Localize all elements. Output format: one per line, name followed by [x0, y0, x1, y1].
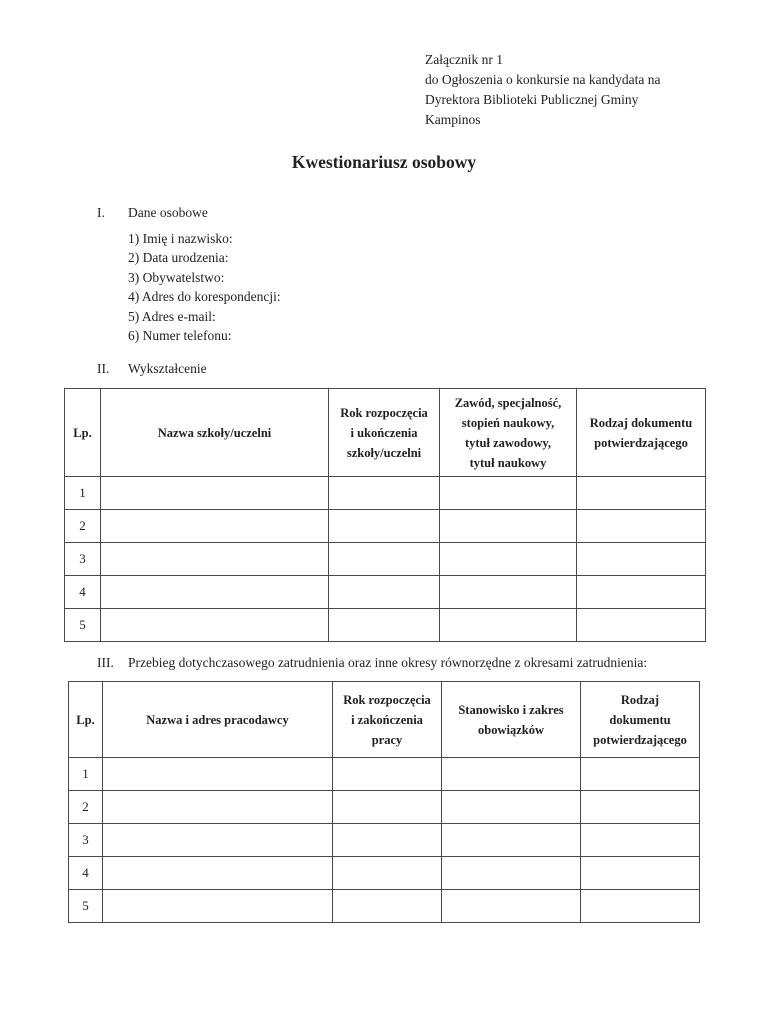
table-row — [65, 543, 706, 576]
header-line: Rodzaj dokumentu — [589, 415, 693, 430]
header-line: pracy — [371, 732, 403, 747]
section-number: II. — [97, 361, 110, 376]
empty-cell[interactable] — [101, 609, 329, 642]
empty-cell[interactable] — [101, 510, 329, 543]
education-table — [64, 388, 706, 642]
empty-cell[interactable] — [442, 791, 581, 824]
row-number: 1 — [69, 758, 103, 791]
row-number: 3 — [69, 824, 103, 857]
row-number: 1 — [65, 477, 101, 510]
empty-cell[interactable] — [581, 758, 700, 791]
empty-cell[interactable] — [581, 824, 700, 857]
empty-cell[interactable] — [333, 824, 442, 857]
header-line: Lp. — [73, 425, 92, 440]
field-name: 1) Imię i nazwisko: — [128, 231, 233, 246]
header-line: dokumentu — [609, 712, 671, 727]
field-citizenship: 3) Obywatelstwo: — [128, 269, 225, 285]
annex-note — [425, 50, 660, 130]
section-title: Wykształcenie — [128, 361, 207, 376]
row-number: 3 — [65, 543, 101, 576]
empty-cell[interactable] — [103, 791, 333, 824]
empty-cell[interactable] — [577, 576, 706, 609]
empty-cell[interactable] — [581, 857, 700, 890]
header-position — [442, 682, 581, 758]
row-number: 4 — [65, 576, 101, 609]
empty-cell[interactable] — [442, 857, 581, 890]
annex-line: do Ogłoszenia o konkursie na kandydata na — [425, 72, 661, 87]
header-line: Rok rozpoczęcia — [343, 692, 431, 707]
table-header-row — [65, 389, 706, 477]
annex-line: Załącznik nr 1 — [425, 52, 503, 67]
row-number: 2 — [69, 791, 103, 824]
empty-cell[interactable] — [333, 857, 442, 890]
empty-cell[interactable] — [577, 609, 706, 642]
section-number: I. — [97, 205, 105, 220]
header-lp — [69, 682, 103, 758]
empty-cell[interactable] — [440, 510, 577, 543]
empty-cell[interactable] — [103, 824, 333, 857]
section-title: Przebieg dotychczasowego zatrudnienia oraz inne okresy równorzędne z okresami zatrudnienia: — [128, 655, 648, 670]
empty-cell[interactable] — [581, 890, 700, 923]
header-lp — [65, 389, 101, 477]
header-line: tytuł zawodowy, — [464, 435, 552, 450]
header-document-type — [577, 389, 706, 477]
empty-cell[interactable] — [442, 824, 581, 857]
empty-cell[interactable] — [442, 890, 581, 923]
empty-cell[interactable] — [440, 576, 577, 609]
table-row — [65, 609, 706, 642]
table-row — [69, 758, 700, 791]
row-number: 5 — [69, 890, 103, 923]
header-line: Rok rozpoczęcia — [340, 405, 428, 420]
header-years — [329, 389, 440, 477]
header-line: obowiązków — [478, 722, 544, 737]
table-row — [69, 857, 700, 890]
header-line: Lp. — [76, 712, 95, 727]
empty-cell[interactable] — [329, 543, 440, 576]
header-line: Rodzaj — [620, 692, 660, 707]
header-school-name — [101, 389, 329, 477]
empty-cell[interactable] — [577, 510, 706, 543]
personal-data-fields — [128, 229, 281, 345]
empty-cell[interactable] — [333, 758, 442, 791]
header-line: potwierdzającego — [593, 732, 687, 747]
table-row — [65, 510, 706, 543]
row-number: 4 — [69, 857, 103, 890]
field-email: 5) Adres e-mail: — [128, 308, 216, 324]
annex-line: Dyrektora Biblioteki Publicznej Gminy — [425, 92, 639, 107]
section-number: III. — [97, 655, 114, 670]
field-phone: 6) Numer telefonu: — [128, 328, 232, 344]
empty-cell[interactable] — [333, 791, 442, 824]
table-row — [65, 477, 706, 510]
field-address: 4) Adres do korespondencji: — [128, 289, 281, 305]
empty-cell[interactable] — [577, 477, 706, 510]
header-line: Stanowisko i zakres — [458, 702, 564, 717]
header-line: tytuł naukowy — [469, 455, 547, 470]
header-line: stopień naukowy, — [461, 415, 555, 430]
empty-cell[interactable] — [103, 890, 333, 923]
empty-cell[interactable] — [101, 543, 329, 576]
empty-cell[interactable] — [103, 758, 333, 791]
empty-cell[interactable] — [440, 609, 577, 642]
section-title: Dane osobowe — [128, 205, 208, 220]
empty-cell[interactable] — [329, 477, 440, 510]
header-line: i zakończenia — [351, 712, 423, 727]
header-line: i ukończenia — [350, 425, 418, 440]
header-employer — [103, 682, 333, 758]
row-number: 5 — [65, 609, 101, 642]
header-line: Zawód, specjalność, — [454, 395, 562, 410]
header-years — [333, 682, 442, 758]
empty-cell[interactable] — [581, 791, 700, 824]
table-row — [69, 824, 700, 857]
annex-line: Kampinos — [425, 112, 481, 127]
empty-cell[interactable] — [103, 857, 333, 890]
empty-cell[interactable] — [577, 543, 706, 576]
empty-cell[interactable] — [440, 543, 577, 576]
header-document-type — [581, 682, 700, 758]
empty-cell[interactable] — [101, 477, 329, 510]
header-line: potwierdzającego — [594, 435, 688, 450]
table-header-row — [69, 682, 700, 758]
employment-table — [68, 681, 700, 923]
table-row — [65, 576, 706, 609]
empty-cell[interactable] — [329, 576, 440, 609]
table-row — [69, 890, 700, 923]
row-number: 2 — [65, 510, 101, 543]
empty-cell[interactable] — [442, 758, 581, 791]
header-line: szkoły/uczelni — [346, 445, 422, 460]
empty-cell[interactable] — [329, 510, 440, 543]
empty-cell[interactable] — [329, 609, 440, 642]
header-profession — [440, 389, 577, 477]
empty-cell[interactable] — [101, 576, 329, 609]
document-title: Kwestionariusz osobowy — [291, 152, 477, 172]
empty-cell[interactable] — [440, 477, 577, 510]
table-row — [69, 791, 700, 824]
empty-cell[interactable] — [333, 890, 442, 923]
header-line: Nazwa i adres pracodawcy — [146, 712, 289, 727]
header-line: Nazwa szkoły/uczelni — [157, 425, 272, 440]
field-birth-date: 2) Data urodzenia: — [128, 250, 229, 266]
